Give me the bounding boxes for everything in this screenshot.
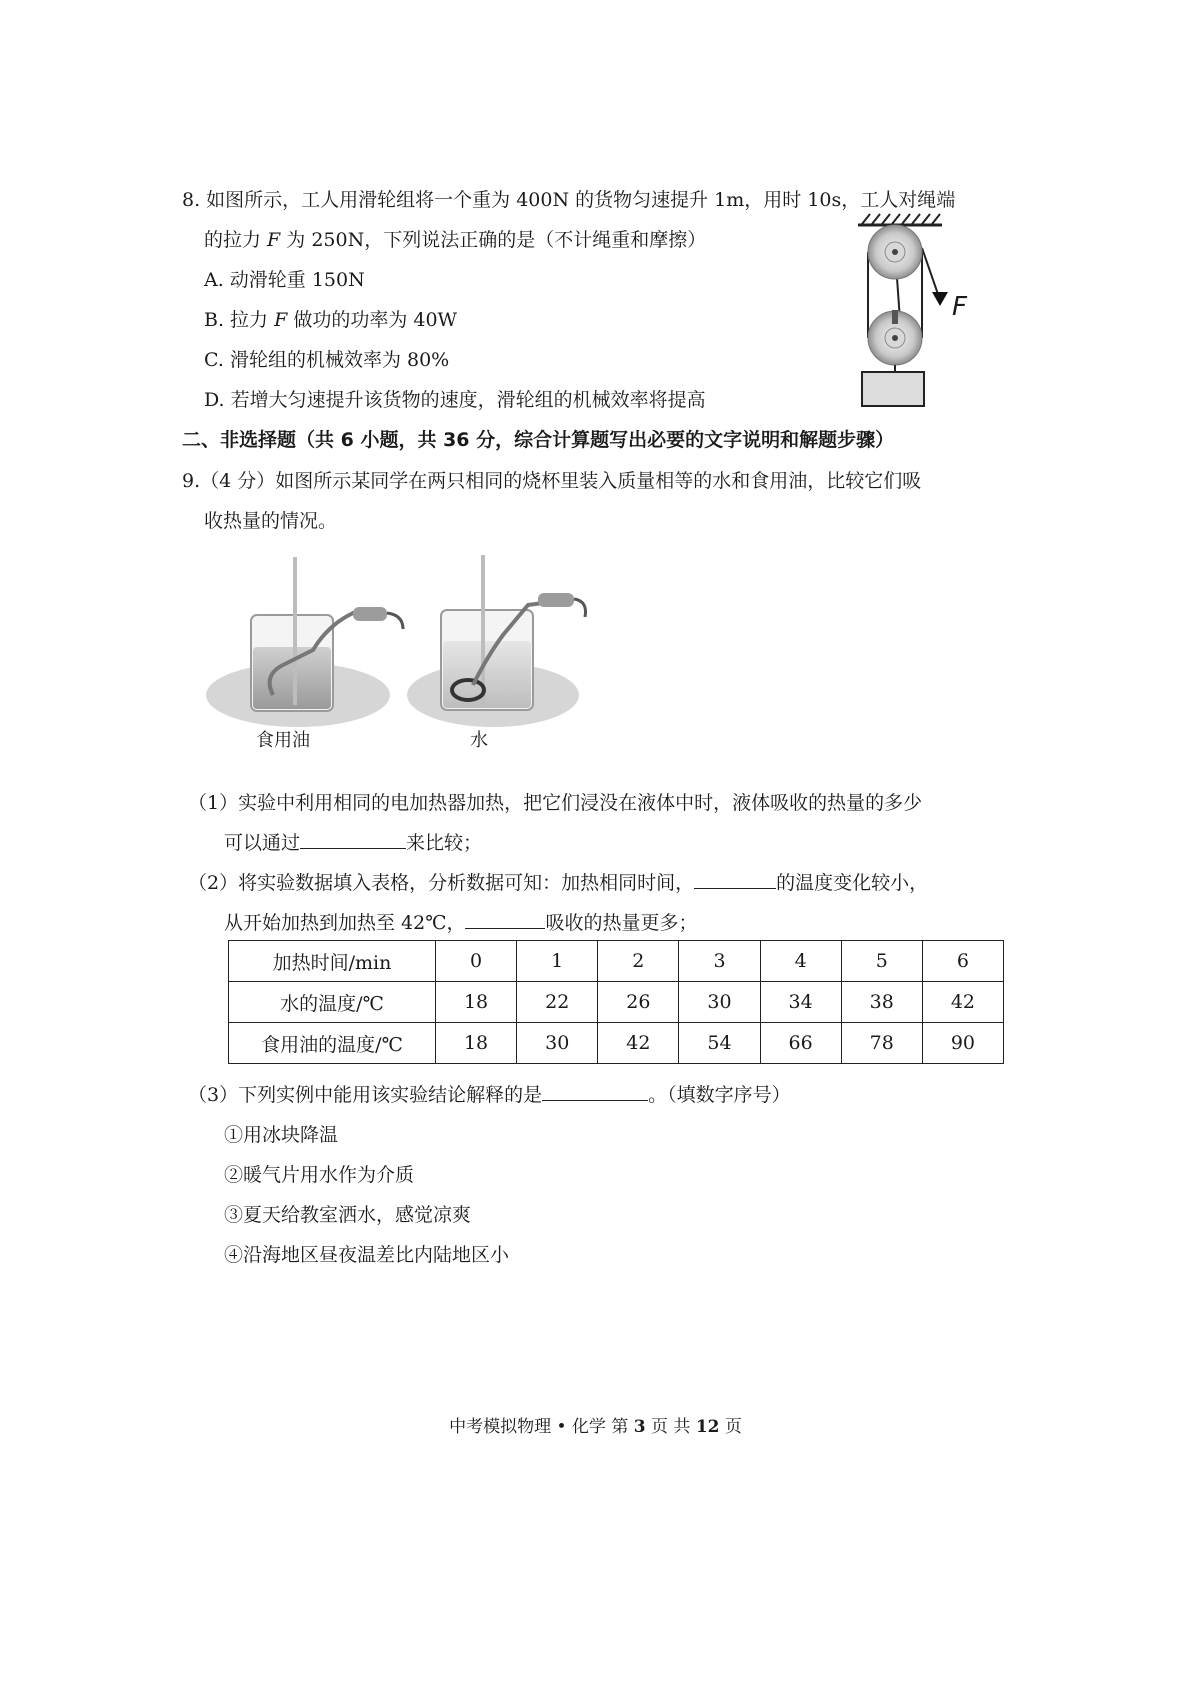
footer-total-pages: 12 — [695, 1417, 720, 1437]
q9-part2-line1-post: 的温度变化较小， — [776, 872, 929, 894]
q8-force-variable: F — [267, 229, 281, 251]
table-cell: 90 — [922, 1023, 1003, 1064]
q9-part2-line1-pre: （2）将实验数据填入表格，分析数据可知：加热相同时间， — [188, 872, 695, 894]
q9-stem-line2: 收热量的情况。 — [204, 510, 338, 532]
table-cell: 5 — [841, 941, 922, 982]
table-row-label: 加热时间/min — [229, 941, 436, 982]
q8-option-b-pre: B. 拉力 — [204, 309, 275, 331]
q9-part1-pre: 可以通过 — [224, 832, 301, 854]
table-cell: 18 — [436, 1023, 517, 1064]
table-row — [229, 941, 1004, 982]
table-cell: 38 — [841, 982, 922, 1023]
q9-choice-2: ②暖气片用水作为介质 — [224, 1164, 415, 1186]
q9-part2-line1 — [188, 868, 928, 895]
q9-stem-line1: 9.（4 分）如图所示某同学在两只相同的烧杯里装入质量相等的水和食用油，比较它们吸 — [182, 470, 922, 492]
q8-option-b-post: 做功的功率为 40W — [287, 309, 458, 331]
table-cell: 42 — [598, 1023, 679, 1064]
q9-part2-line2-post: 吸收的热量更多； — [545, 912, 698, 934]
q9-choice-3: ③夏天给教室洒水，感觉凉爽 — [224, 1204, 472, 1226]
q9-part1-blank[interactable] — [300, 830, 406, 849]
table-row — [229, 1023, 1004, 1064]
pulley-diagram — [840, 210, 990, 410]
footer-prefix: 中考模拟物理 • 化学 第 — [449, 1417, 634, 1437]
q9-part3-post: 。（填数字序号） — [648, 1084, 791, 1106]
page-footer — [0, 1412, 1191, 1437]
table-cell: 2 — [598, 941, 679, 982]
table-cell: 26 — [598, 982, 679, 1023]
table-cell: 6 — [922, 941, 1003, 982]
table-cell: 3 — [679, 941, 760, 982]
table-cell: 0 — [436, 941, 517, 982]
q8-option-b — [204, 305, 457, 332]
heating-data-table — [228, 940, 1004, 1064]
q9-part3-blank[interactable] — [542, 1082, 648, 1101]
pulley-force-label: F — [952, 292, 967, 322]
table-cell: 4 — [760, 941, 841, 982]
table-cell: 1 — [517, 941, 598, 982]
table-row-label: 食用油的温度/℃ — [229, 1023, 436, 1064]
beaker-label-oil: 食用油 — [256, 730, 310, 751]
q9-part2-line2 — [224, 908, 698, 935]
table-cell: 42 — [922, 982, 1003, 1023]
q9-part1-post: 来比较； — [406, 832, 483, 854]
q8-stem-line2-pre: 的拉力 — [204, 229, 268, 251]
q9-part2-blank2[interactable] — [465, 910, 545, 929]
table-cell: 30 — [679, 982, 760, 1023]
q9-part1-line2 — [224, 828, 482, 855]
q9-part2-line2-pre: 从开始加热到加热至 42℃， — [224, 912, 466, 934]
table-cell: 78 — [841, 1023, 922, 1064]
table-row — [229, 982, 1004, 1023]
q8-stem-line1: 8. 如图所示，工人用滑轮组将一个重为 400N 的货物匀速提升 1m，用时 10s，工人对绳端 — [182, 189, 956, 211]
q9-part2-blank1[interactable] — [694, 870, 776, 889]
q8-option-c: C. 滑轮组的机械效率为 80% — [204, 349, 450, 371]
section2-heading: 二、非选择题（共 6 小题，共 36 分，综合计算题写出必要的文字说明和解题步骤） — [182, 429, 895, 451]
table-cell: 22 — [517, 982, 598, 1023]
q9-choice-4: ④沿海地区昼夜温差比内陆地区小 — [224, 1244, 510, 1266]
q9-part3-pre: （3）下列实例中能用该实验结论解释的是 — [188, 1084, 543, 1106]
footer-middle: 页 共 — [645, 1417, 696, 1437]
q9-choice-1: ①用冰块降温 — [224, 1124, 339, 1146]
q8-option-d: D. 若增大匀速提升该货物的速度，滑轮组的机械效率将提高 — [204, 389, 706, 411]
q8-option-b-variable: F — [274, 309, 288, 331]
beaker-label-water: 水 — [470, 730, 488, 751]
q8-option-a: A. 动滑轮重 150N — [204, 269, 365, 291]
table-row-label: 水的温度/℃ — [229, 982, 436, 1023]
q9-part3-line — [188, 1080, 791, 1107]
beakers-figure — [203, 555, 603, 735]
table-cell: 66 — [760, 1023, 841, 1064]
table-cell: 18 — [436, 982, 517, 1023]
footer-page-number: 3 — [633, 1417, 646, 1437]
q8-stem-line2 — [204, 225, 706, 252]
q8-stem-line2-post: 为 250N，下列说法正确的是（不计绳重和摩擦） — [280, 229, 707, 251]
q9-part1-line1: （1）实验中利用相同的电加热器加热，把它们浸没在液体中时，液体吸收的热量的多少 — [188, 792, 923, 814]
table-cell: 30 — [517, 1023, 598, 1064]
table-cell: 34 — [760, 982, 841, 1023]
footer-suffix: 页 — [719, 1417, 742, 1437]
table-cell: 54 — [679, 1023, 760, 1064]
